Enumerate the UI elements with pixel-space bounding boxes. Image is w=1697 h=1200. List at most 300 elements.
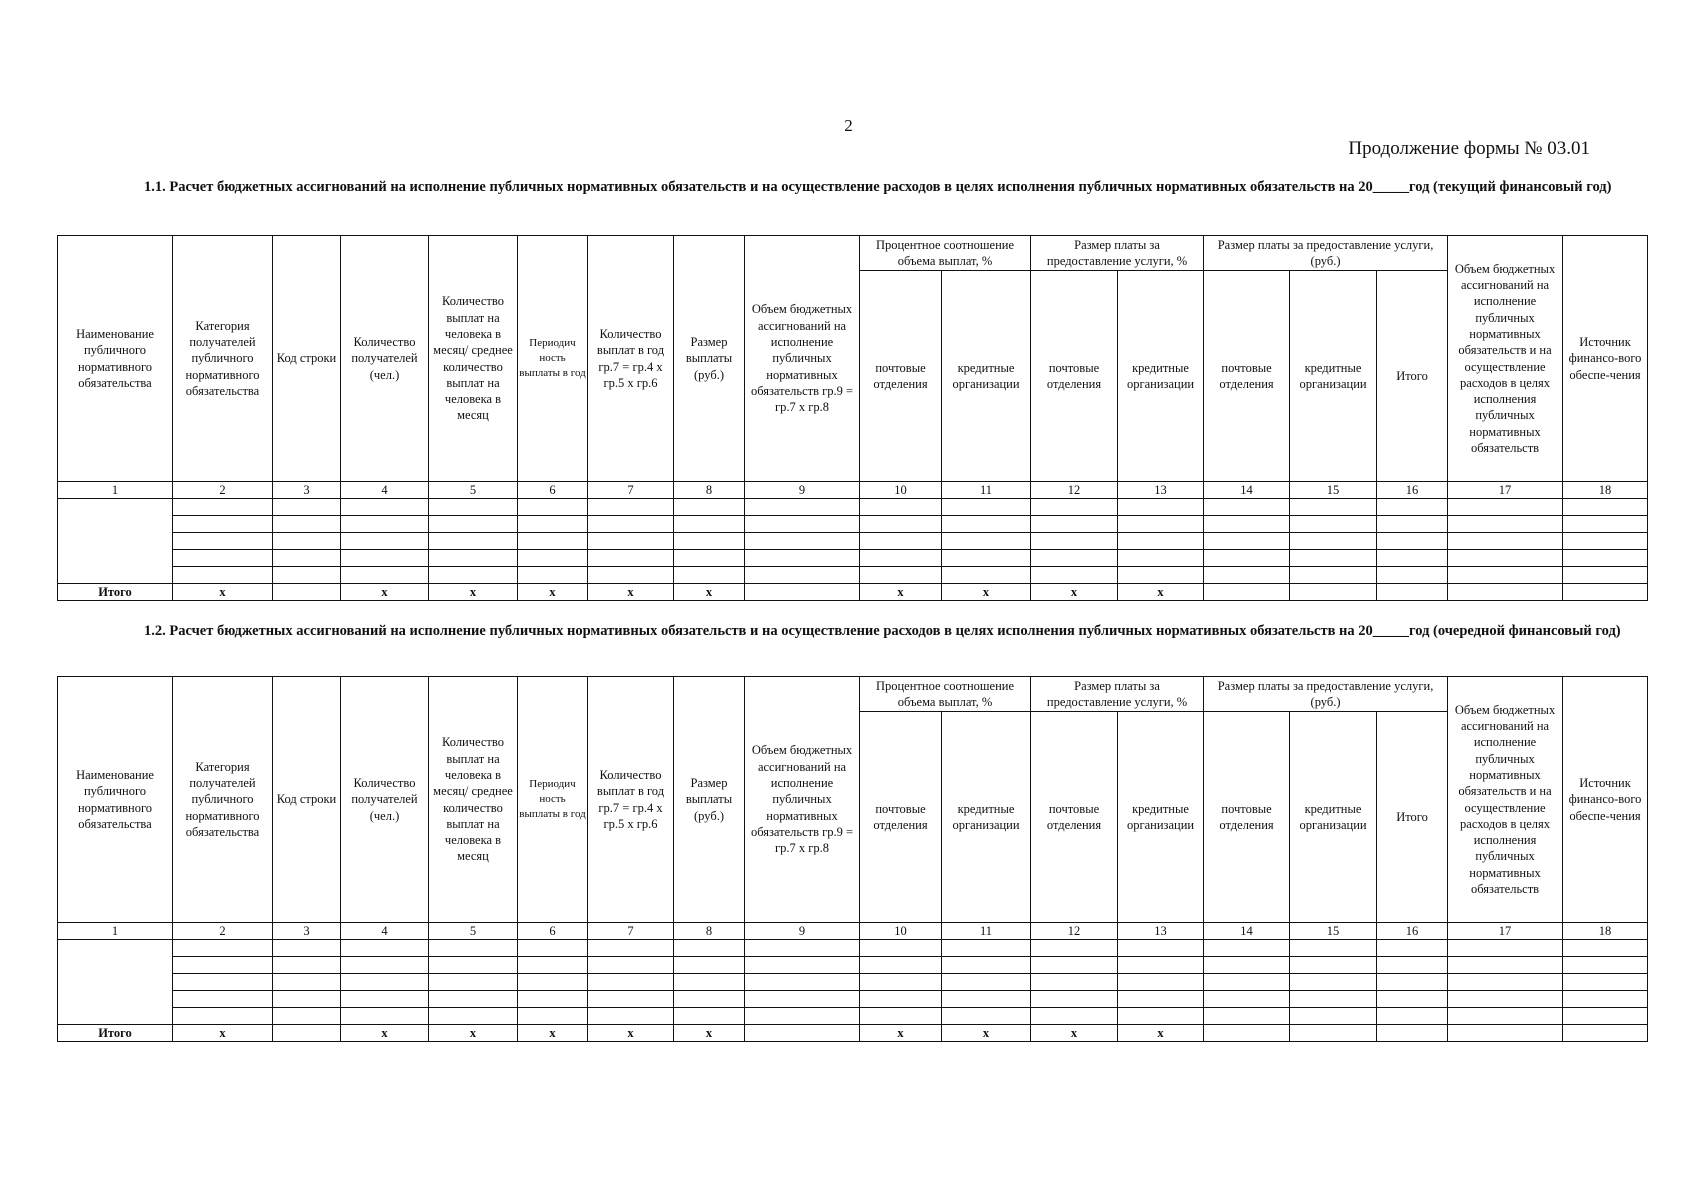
data-cell[interactable] — [1204, 533, 1290, 550]
total-cell — [1563, 584, 1648, 601]
column-number: 12 — [1031, 482, 1118, 499]
data-cell[interactable] — [745, 533, 860, 550]
obligation-name-cell[interactable] — [58, 499, 173, 584]
total-cell: x — [341, 584, 429, 601]
total-cell — [1290, 584, 1377, 601]
data-cell[interactable] — [341, 533, 429, 550]
total-cell: x — [429, 1025, 518, 1042]
table-row — [58, 940, 1648, 957]
data-cell[interactable] — [341, 499, 429, 516]
header-service-fee-percent: Размер платы за предоставление услуги, % — [1031, 677, 1204, 712]
data-cell[interactable] — [518, 533, 588, 550]
data-cell[interactable] — [1204, 957, 1290, 974]
total-cell: x — [942, 584, 1031, 601]
data-cell[interactable] — [674, 516, 745, 533]
column-number: 12 — [1031, 923, 1118, 940]
data-cell[interactable] — [1563, 1008, 1648, 1025]
data-cell[interactable] — [745, 974, 860, 991]
data-cell[interactable] — [173, 974, 273, 991]
data-cell[interactable] — [1118, 499, 1204, 516]
header-credit-orgs: кредитные организации — [942, 271, 1031, 482]
data-cell[interactable] — [1204, 550, 1290, 567]
header-postal-offices: почтовые отделения — [860, 271, 942, 482]
column-number: 17 — [1448, 482, 1563, 499]
data-cell[interactable] — [674, 974, 745, 991]
header-total: Итого — [1377, 712, 1448, 923]
data-cell[interactable] — [1563, 533, 1648, 550]
column-number: 9 — [745, 482, 860, 499]
total-cell — [1377, 584, 1448, 601]
data-cell[interactable] — [1290, 974, 1377, 991]
column-number: 7 — [588, 923, 674, 940]
data-cell[interactable] — [860, 974, 942, 991]
page-number: 2 — [844, 116, 853, 135]
header-recipient-count: Количество получателей (чел.) — [341, 236, 429, 482]
section-title-1-2: 1.2. Расчет бюджетных ассигнований на исполнение публичных нормативных обязательств и на осуществление расходов в целях исполнения публичных нормативных обязательств на 20_____год (очередной финансовый год) — [144, 623, 1621, 639]
data-cell[interactable] — [1204, 567, 1290, 584]
data-cell[interactable] — [429, 1008, 518, 1025]
data-cell[interactable] — [674, 991, 745, 1008]
header-service-fee-rub: Размер платы за предоставление услуги, (руб.) — [1204, 677, 1448, 712]
data-cell[interactable] — [273, 567, 341, 584]
data-cell[interactable] — [1290, 991, 1377, 1008]
header-postal-offices: почтовые отделения — [1031, 271, 1118, 482]
total-cell: x — [518, 1025, 588, 1042]
data-cell[interactable] — [1031, 533, 1118, 550]
data-cell[interactable] — [1118, 567, 1204, 584]
total-cell: x — [674, 1025, 745, 1042]
data-cell[interactable] — [942, 550, 1031, 567]
total-cell: x — [1031, 1025, 1118, 1042]
table-row — [58, 974, 1648, 991]
data-cell[interactable] — [341, 567, 429, 584]
data-cell[interactable] — [1031, 550, 1118, 567]
data-cell[interactable] — [1204, 1008, 1290, 1025]
table-row — [58, 550, 1648, 567]
data-cell[interactable] — [1377, 499, 1448, 516]
data-cell[interactable] — [1448, 499, 1563, 516]
data-cell[interactable] — [1448, 1008, 1563, 1025]
data-cell[interactable] — [860, 957, 942, 974]
data-cell[interactable] — [588, 533, 674, 550]
data-cell[interactable] — [518, 974, 588, 991]
data-cell[interactable] — [588, 1008, 674, 1025]
data-cell[interactable] — [173, 991, 273, 1008]
table-row — [58, 533, 1648, 550]
data-cell[interactable] — [588, 550, 674, 567]
data-cell[interactable] — [429, 567, 518, 584]
column-number: 7 — [588, 482, 674, 499]
column-number: 15 — [1290, 482, 1377, 499]
header-credit-orgs: кредитные организации — [1290, 271, 1377, 482]
header-payments-per-year: Количество выплат в год гр.7 = гр.4 х гр.5 х гр.6 — [588, 677, 674, 923]
column-number: 14 — [1204, 923, 1290, 940]
data-cell[interactable] — [745, 957, 860, 974]
header-recipient-category: Категория получателей публичного нормативного обязательства — [173, 677, 273, 923]
column-number: 4 — [341, 923, 429, 940]
data-cell[interactable] — [518, 516, 588, 533]
budget-table-next-year — [57, 676, 1648, 1042]
data-cell[interactable] — [1118, 516, 1204, 533]
data-cell[interactable] — [745, 567, 860, 584]
column-number: 6 — [518, 482, 588, 499]
total-row — [58, 1025, 1648, 1042]
table-row — [58, 1008, 1648, 1025]
data-cell[interactable] — [674, 499, 745, 516]
header-postal-offices: почтовые отделения — [1204, 712, 1290, 923]
data-cell[interactable] — [429, 991, 518, 1008]
total-cell — [1448, 1025, 1563, 1042]
data-cell[interactable] — [942, 1008, 1031, 1025]
column-number: 10 — [860, 923, 942, 940]
header-payment-amount: Размер выплаты (руб.) — [674, 236, 745, 482]
data-cell[interactable] — [860, 991, 942, 1008]
data-cell[interactable] — [1204, 940, 1290, 957]
data-cell[interactable] — [1290, 940, 1377, 957]
data-cell[interactable] — [588, 516, 674, 533]
total-cell: x — [942, 1025, 1031, 1042]
data-cell[interactable] — [341, 550, 429, 567]
header-total-budget-volume: Объем бюджетных ассигнований на исполнение публичных нормативных обязательств и на осуществление расходов в целях исполнения публичных нормативных обязательств — [1448, 677, 1563, 923]
data-cell[interactable] — [745, 991, 860, 1008]
total-cell — [1290, 1025, 1377, 1042]
data-cell[interactable] — [341, 991, 429, 1008]
data-cell[interactable] — [1204, 974, 1290, 991]
data-cell[interactable] — [1563, 957, 1648, 974]
data-cell[interactable] — [518, 499, 588, 516]
data-cell[interactable] — [1448, 974, 1563, 991]
data-cell[interactable] — [273, 991, 341, 1008]
data-cell[interactable] — [1290, 1008, 1377, 1025]
header-payment-amount: Размер выплаты (руб.) — [674, 677, 745, 923]
column-number: 1 — [58, 923, 173, 940]
data-cell[interactable] — [674, 550, 745, 567]
data-cell[interactable] — [1204, 516, 1290, 533]
data-cell[interactable] — [1118, 991, 1204, 1008]
data-cell[interactable] — [341, 957, 429, 974]
data-cell[interactable] — [1448, 957, 1563, 974]
header-service-fee-percent: Размер платы за предоставление услуги, % — [1031, 236, 1204, 271]
data-cell[interactable] — [588, 974, 674, 991]
data-cell[interactable] — [674, 1008, 745, 1025]
column-number: 16 — [1377, 482, 1448, 499]
data-cell[interactable] — [1290, 550, 1377, 567]
data-cell[interactable] — [942, 974, 1031, 991]
data-cell[interactable] — [273, 499, 341, 516]
column-number: 14 — [1204, 482, 1290, 499]
data-cell[interactable] — [942, 499, 1031, 516]
header-credit-orgs: кредитные организации — [1118, 271, 1204, 482]
column-number: 6 — [518, 923, 588, 940]
data-cell[interactable] — [1290, 533, 1377, 550]
data-cell[interactable] — [273, 940, 341, 957]
column-number: 3 — [273, 923, 341, 940]
data-cell[interactable] — [942, 533, 1031, 550]
data-cell[interactable] — [173, 1008, 273, 1025]
data-cell[interactable] — [860, 550, 942, 567]
column-number: 10 — [860, 482, 942, 499]
data-cell[interactable] — [1031, 1008, 1118, 1025]
data-cell[interactable] — [942, 991, 1031, 1008]
column-number: 16 — [1377, 923, 1448, 940]
data-cell[interactable] — [429, 516, 518, 533]
data-cell[interactable] — [674, 567, 745, 584]
data-cell[interactable] — [1563, 974, 1648, 991]
total-cell — [273, 584, 341, 601]
table-row — [58, 567, 1648, 584]
data-cell[interactable] — [429, 974, 518, 991]
data-cell[interactable] — [1031, 499, 1118, 516]
data-cell[interactable] — [942, 567, 1031, 584]
data-cell[interactable] — [518, 991, 588, 1008]
column-number: 5 — [429, 482, 518, 499]
header-payments-per-person: Количество выплат на человека в месяц/ среднее количество выплат на человека в месяц — [429, 236, 518, 482]
header-payment-frequency: Периодич ность выплаты в год — [518, 677, 588, 923]
data-cell[interactable] — [1448, 516, 1563, 533]
data-cell[interactable] — [1448, 940, 1563, 957]
column-number: 2 — [173, 482, 273, 499]
data-cell[interactable] — [1204, 991, 1290, 1008]
header-percent-ratio: Процентное соотношение объема выплат, % — [860, 677, 1031, 712]
table-row — [58, 991, 1648, 1008]
header-postal-offices: почтовые отделения — [1031, 712, 1118, 923]
data-cell[interactable] — [1290, 957, 1377, 974]
header-row-code: Код строки — [273, 236, 341, 482]
data-cell[interactable] — [273, 516, 341, 533]
data-cell[interactable] — [173, 940, 273, 957]
data-cell[interactable] — [942, 940, 1031, 957]
total-cell: x — [341, 1025, 429, 1042]
data-cell[interactable] — [1377, 550, 1448, 567]
column-number: 13 — [1118, 923, 1204, 940]
form-continuation-label: Продолжение формы № 03.01 — [1348, 138, 1590, 159]
column-numbers-row — [58, 482, 1648, 499]
data-cell[interactable] — [273, 957, 341, 974]
data-cell[interactable] — [1448, 991, 1563, 1008]
column-number: 13 — [1118, 482, 1204, 499]
data-cell[interactable] — [942, 957, 1031, 974]
data-cell[interactable] — [173, 533, 273, 550]
data-cell[interactable] — [518, 550, 588, 567]
data-cell[interactable] — [1118, 940, 1204, 957]
total-cell — [1204, 584, 1290, 601]
data-cell[interactable] — [745, 516, 860, 533]
column-number: 3 — [273, 482, 341, 499]
data-cell[interactable] — [1377, 1008, 1448, 1025]
data-cell[interactable] — [1377, 974, 1448, 991]
data-cell[interactable] — [1118, 974, 1204, 991]
header-recipient-category: Категория получателей публичного нормативного обязательства — [173, 236, 273, 482]
total-cell: x — [1031, 584, 1118, 601]
header-total-budget-volume: Объем бюджетных ассигнований на исполнение публичных нормативных обязательств и на осуществление расходов в целях исполнения публичных нормативных обязательств — [1448, 236, 1563, 482]
header-credit-orgs: кредитные организации — [1118, 712, 1204, 923]
column-numbers-row — [58, 923, 1648, 940]
data-cell[interactable] — [1377, 567, 1448, 584]
data-cell[interactable] — [1563, 567, 1648, 584]
data-cell[interactable] — [341, 974, 429, 991]
column-number: 2 — [173, 923, 273, 940]
total-cell: x — [860, 584, 942, 601]
obligation-name-cell[interactable] — [58, 940, 173, 1025]
data-cell[interactable] — [518, 940, 588, 957]
data-cell[interactable] — [1563, 499, 1648, 516]
data-cell[interactable] — [1448, 533, 1563, 550]
header-recipient-count: Количество получателей (чел.) — [341, 677, 429, 923]
data-cell[interactable] — [745, 1008, 860, 1025]
total-cell: x — [173, 1025, 273, 1042]
data-cell[interactable] — [860, 940, 942, 957]
data-cell[interactable] — [588, 957, 674, 974]
column-number: 1 — [58, 482, 173, 499]
data-cell[interactable] — [1448, 550, 1563, 567]
total-cell: x — [1118, 584, 1204, 601]
data-cell[interactable] — [1563, 550, 1648, 567]
column-number: 18 — [1563, 482, 1648, 499]
data-cell[interactable] — [1377, 957, 1448, 974]
data-cell[interactable] — [1031, 940, 1118, 957]
data-cell[interactable] — [745, 550, 860, 567]
data-cell[interactable] — [173, 567, 273, 584]
column-number: 15 — [1290, 923, 1377, 940]
data-cell[interactable] — [429, 499, 518, 516]
header-postal-offices: почтовые отделения — [1204, 271, 1290, 482]
section-title-1-1: 1.1. Расчет бюджетных ассигнований на исполнение публичных нормативных обязательств и на осуществление расходов в целях исполнения публичных нормативных обязательств на 20_____год (текущий финансовый год) — [144, 179, 1612, 195]
column-number: 8 — [674, 923, 745, 940]
data-cell[interactable] — [860, 516, 942, 533]
data-cell[interactable] — [173, 550, 273, 567]
data-cell[interactable] — [674, 957, 745, 974]
data-cell[interactable] — [518, 1008, 588, 1025]
data-cell[interactable] — [674, 940, 745, 957]
data-cell[interactable] — [1031, 957, 1118, 974]
data-cell[interactable] — [1290, 516, 1377, 533]
data-cell[interactable] — [1563, 516, 1648, 533]
column-number: 17 — [1448, 923, 1563, 940]
data-cell[interactable] — [860, 533, 942, 550]
total-label: Итого — [58, 584, 173, 601]
total-cell: x — [588, 1025, 674, 1042]
data-cell[interactable] — [745, 499, 860, 516]
total-cell: x — [860, 1025, 942, 1042]
data-cell[interactable] — [173, 499, 273, 516]
data-cell[interactable] — [341, 516, 429, 533]
data-cell[interactable] — [1563, 940, 1648, 957]
header-obligation-name: Наименование публичного нормативного обязательства — [58, 236, 173, 482]
total-cell — [745, 584, 860, 601]
data-cell[interactable] — [860, 567, 942, 584]
header-funding-source: Источник финансо-вого обеспе-чения — [1563, 236, 1648, 482]
data-cell[interactable] — [1377, 940, 1448, 957]
header-credit-orgs: кредитные организации — [1290, 712, 1377, 923]
column-number: 9 — [745, 923, 860, 940]
header-payment-frequency: Периодич ность выплаты в год — [518, 236, 588, 482]
data-cell[interactable] — [1031, 567, 1118, 584]
column-number: 11 — [942, 482, 1031, 499]
data-cell[interactable] — [1563, 991, 1648, 1008]
column-number: 18 — [1563, 923, 1648, 940]
data-cell[interactable] — [1377, 533, 1448, 550]
data-cell[interactable] — [173, 516, 273, 533]
header-service-fee-rub: Размер платы за предоставление услуги, (руб.) — [1204, 236, 1448, 271]
column-number: 8 — [674, 482, 745, 499]
data-cell[interactable] — [1448, 567, 1563, 584]
data-cell[interactable] — [273, 1008, 341, 1025]
column-number: 5 — [429, 923, 518, 940]
header-payments-per-person: Количество выплат на человека в месяц/ среднее количество выплат на человека в месяц — [429, 677, 518, 923]
total-cell: x — [674, 584, 745, 601]
data-cell[interactable] — [429, 940, 518, 957]
data-cell[interactable] — [273, 533, 341, 550]
total-cell — [1377, 1025, 1448, 1042]
total-row — [58, 584, 1648, 601]
data-cell[interactable] — [942, 516, 1031, 533]
data-cell[interactable] — [1031, 991, 1118, 1008]
data-cell[interactable] — [1377, 516, 1448, 533]
data-cell[interactable] — [341, 940, 429, 957]
header-obligation-name: Наименование публичного нормативного обязательства — [58, 677, 173, 923]
data-cell[interactable] — [518, 567, 588, 584]
total-cell — [1448, 584, 1563, 601]
data-cell[interactable] — [429, 550, 518, 567]
total-cell: x — [429, 584, 518, 601]
data-cell[interactable] — [518, 957, 588, 974]
data-cell[interactable] — [1377, 991, 1448, 1008]
total-cell — [745, 1025, 860, 1042]
data-cell[interactable] — [273, 974, 341, 991]
data-cell[interactable] — [173, 957, 273, 974]
header-budget-volume: Объем бюджетных ассигнований на исполнение публичных нормативных обязательств гр.9 = гр.7 х гр.8 — [745, 236, 860, 482]
total-cell — [1563, 1025, 1648, 1042]
data-cell[interactable] — [588, 940, 674, 957]
data-cell[interactable] — [429, 533, 518, 550]
data-cell[interactable] — [1290, 499, 1377, 516]
total-cell: x — [173, 584, 273, 601]
data-cell[interactable] — [341, 1008, 429, 1025]
data-cell[interactable] — [1031, 516, 1118, 533]
column-number: 4 — [341, 482, 429, 499]
header-funding-source: Источник финансо-вого обеспе-чения — [1563, 677, 1648, 923]
data-cell[interactable] — [674, 533, 745, 550]
total-cell: x — [588, 584, 674, 601]
total-cell — [1204, 1025, 1290, 1042]
data-cell[interactable] — [588, 567, 674, 584]
data-cell[interactable] — [1204, 499, 1290, 516]
header-credit-orgs: кредитные организации — [942, 712, 1031, 923]
data-cell[interactable] — [745, 940, 860, 957]
data-cell[interactable] — [1118, 1008, 1204, 1025]
data-cell[interactable] — [429, 957, 518, 974]
data-cell[interactable] — [588, 499, 674, 516]
data-cell[interactable] — [273, 550, 341, 567]
data-cell[interactable] — [860, 499, 942, 516]
data-cell[interactable] — [1031, 974, 1118, 991]
header-postal-offices: почтовые отделения — [860, 712, 942, 923]
header-total: Итого — [1377, 271, 1448, 482]
data-cell[interactable] — [860, 1008, 942, 1025]
data-cell[interactable] — [1290, 567, 1377, 584]
total-cell — [273, 1025, 341, 1042]
data-cell[interactable] — [1118, 533, 1204, 550]
header-row-code: Код строки — [273, 677, 341, 923]
table-row — [58, 516, 1648, 533]
data-cell[interactable] — [1118, 957, 1204, 974]
data-cell[interactable] — [1118, 550, 1204, 567]
data-cell[interactable] — [588, 991, 674, 1008]
header-payments-per-year: Количество выплат в год гр.7 = гр.4 х гр.5 х гр.6 — [588, 236, 674, 482]
total-label: Итого — [58, 1025, 173, 1042]
header-budget-volume: Объем бюджетных ассигнований на исполнение публичных нормативных обязательств гр.9 = гр.7 х гр.8 — [745, 677, 860, 923]
header-percent-ratio: Процентное соотношение объема выплат, % — [860, 236, 1031, 271]
